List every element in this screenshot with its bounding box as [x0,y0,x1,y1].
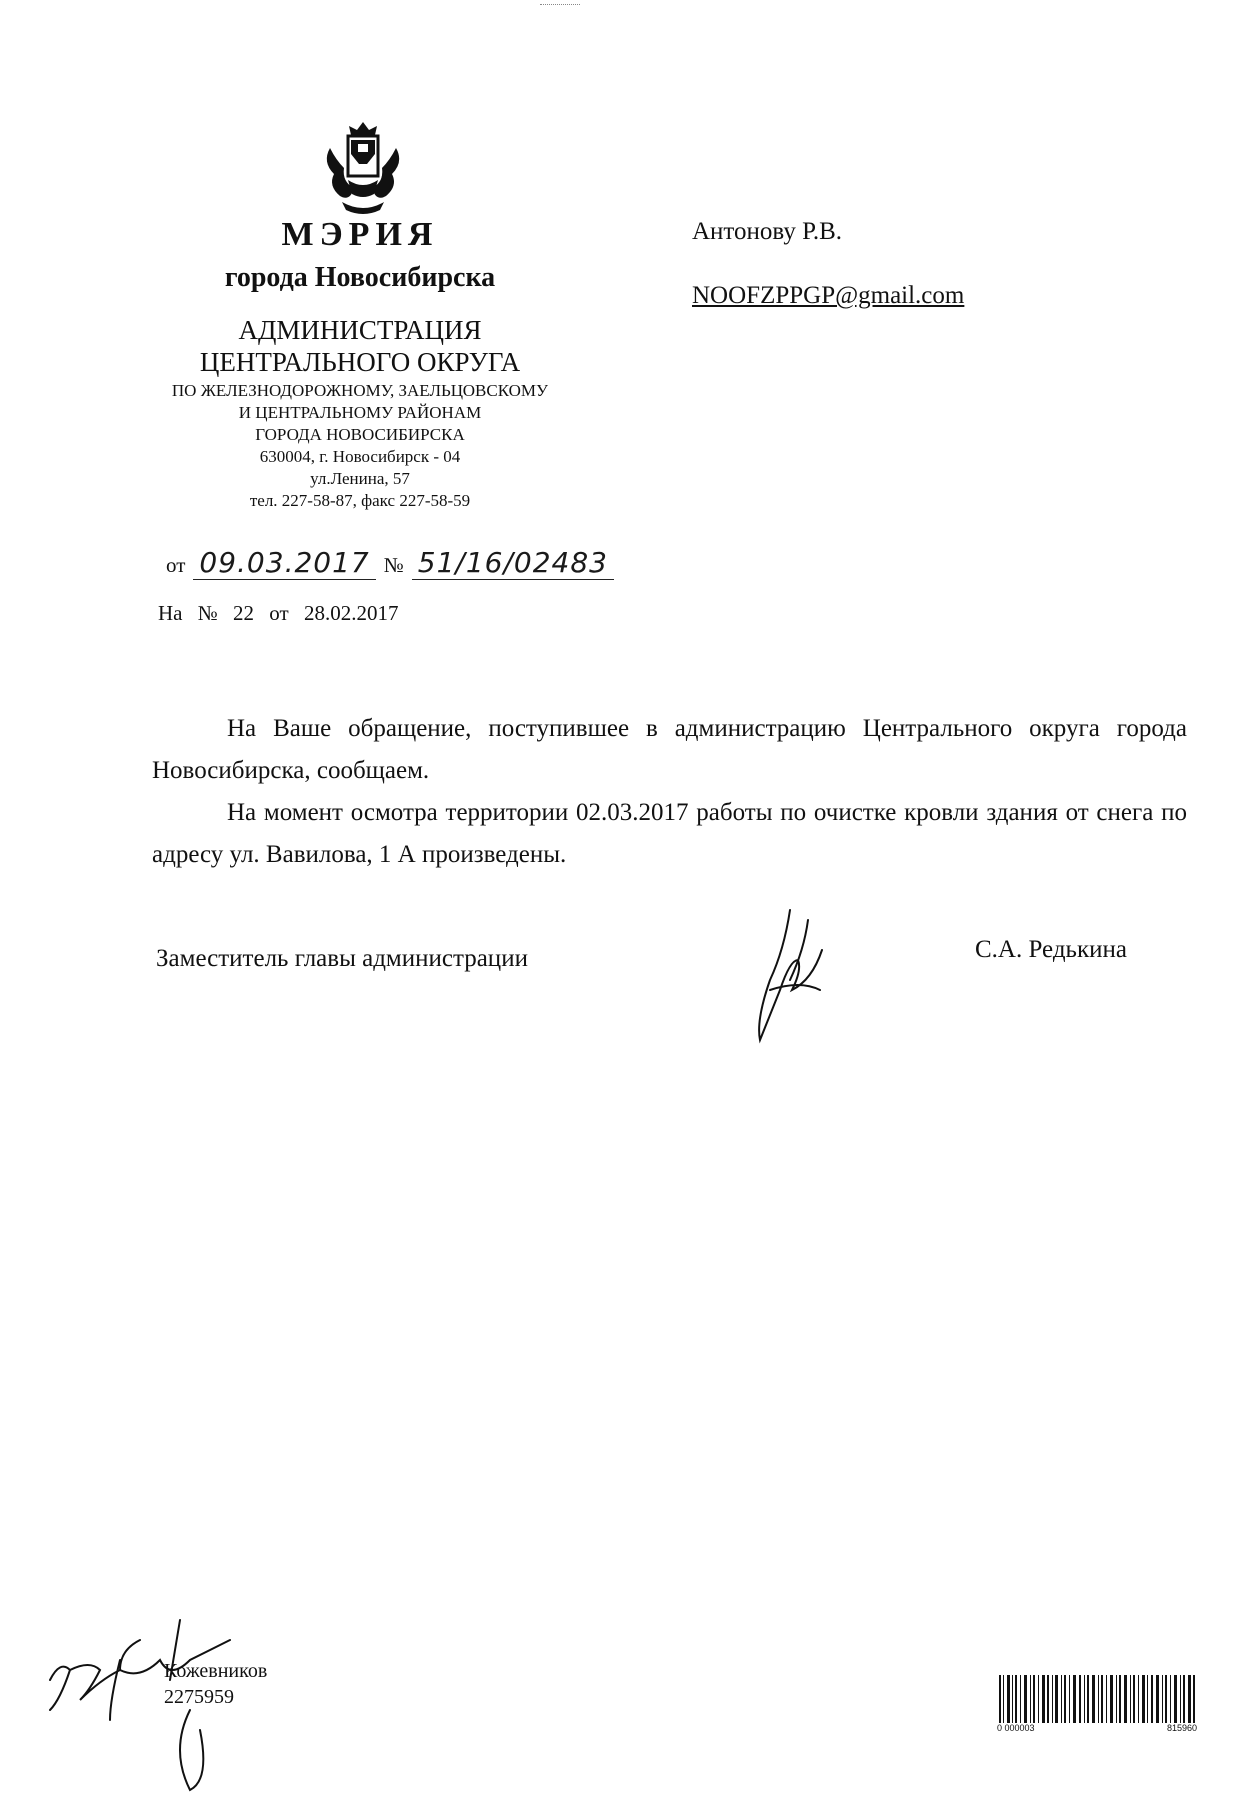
signatory-position: Заместитель главы администрации [156,945,528,972]
signatory-name: С.А. Редькина [975,936,1127,963]
detail-line: тел. 227-58-87, факс 227-58-59 [249,491,471,510]
letterhead-details [120,380,600,512]
administration-line: АДМИНИСТРАЦИЯ [238,315,482,345]
city-emblem-icon [318,118,408,218]
administration-line: ЦЕНТРАЛЬНОГО ОКРУГА [199,347,521,377]
body-paragraph: На Ваше обращение, поступившее в администрацию Центрального округа города Новосибирска, сообщаем. [152,715,1187,784]
reg-number: 51/16/02483 [412,546,614,580]
barcode-numbers [997,1723,1197,1733]
letterhead-title: МЭРИЯ [281,216,439,253]
executor-name: Кожевников [164,1660,268,1682]
ref-date: 28.02.2017 [303,601,399,625]
reg-number-label: № [383,553,404,577]
registration-line [158,546,614,580]
detail-line: ПО ЖЕЛЕЗНОДОРОЖНОМУ, ЗАЕЛЬЦОВСКОМУ [171,381,549,400]
letter-body [152,708,1187,876]
executor-info [164,1658,267,1710]
reg-date: 09.03.2017 [193,546,375,580]
handwritten-signature-icon [730,900,850,1050]
barcode-icon [997,1675,1197,1723]
ref-from-label: от [269,601,289,625]
reference-line [158,601,408,626]
detail-line: ГОРОДА НОВОСИБИРСКА [255,425,465,444]
ref-number-label: № [197,601,218,625]
addressee-email: NOOFZPPGP@gmail.com [692,282,965,309]
executor-phone: 2275959 [164,1686,234,1708]
letterhead-administration [140,314,580,378]
reg-from-label: от [166,553,186,577]
scan-artifact [540,4,580,7]
letterhead-city: города Новосибирска [224,262,496,293]
barcode-left-number: 0 000003 [997,1723,1035,1733]
ref-prefix: На [158,601,183,625]
detail-line: И ЦЕНТРАЛЬНОМУ РАЙОНАМ [238,403,482,422]
barcode-right-number: 815960 [1166,1723,1197,1733]
detail-line: 630004, г. Новосибирск - 04 [259,447,461,466]
body-paragraph: На момент осмотра территории 02.03.2017 работы по очистке кровли здания от снега по адресу ул. Вавилова, 1 А произведены. [152,799,1187,868]
ref-number: 22 [233,601,255,625]
detail-line: ул.Ленина, 57 [310,469,410,488]
addressee-name: Антонову Р.В. [692,218,843,245]
